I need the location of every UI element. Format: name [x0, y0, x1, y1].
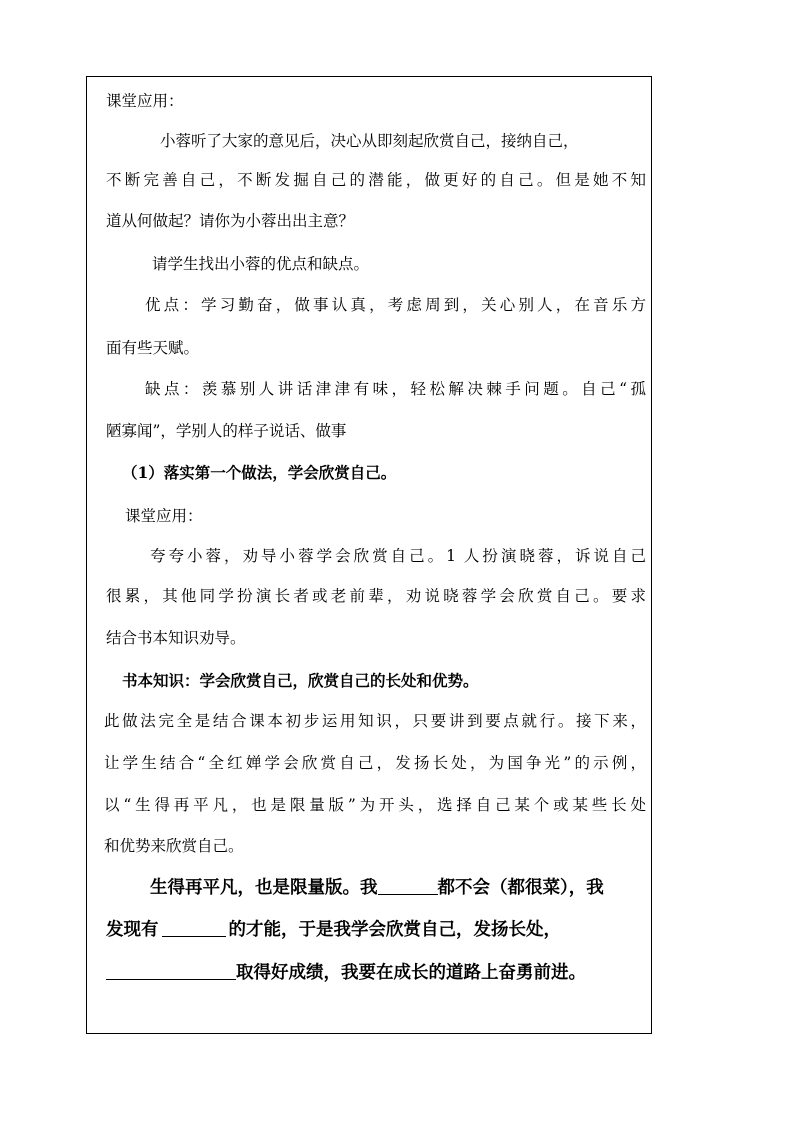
- paragraph-line: 夸夸小蓉，劝导小蓉学会欣赏自己。1 人扮演晓蓉，诉说自己: [150, 547, 646, 565]
- paragraph-line: 优点：学习勤奋，做事认真，考虑周到，关心别人，在音乐方: [145, 296, 646, 314]
- paragraph-line: 此做法完全是结合课本初步运用知识，只要讲到要点就行。接下来，: [104, 712, 646, 730]
- fill-in-line-2: [106, 918, 646, 942]
- paragraph-line: 缺点：羡慕别人讲话津津有味，轻松解决棘手问题。自己“孤: [145, 380, 646, 398]
- paragraph-line: 结合书本知识劝导。: [106, 629, 246, 647]
- paragraph-line: 道从何做起？请你为小蓉出出主意？: [106, 212, 355, 230]
- fill-text: 生得再平凡，也是限量版。我: [150, 878, 378, 898]
- paragraph-line: 很累，其他同学扮演长者或老前辈，劝说晓蓉学会欣赏自己。要求: [106, 587, 646, 605]
- blank-field[interactable]: [106, 963, 236, 980]
- paragraph-line: 陋寡闻”，学别人的样子说话、做事: [106, 422, 347, 440]
- fill-text: 取得好成绩，我要在成长的道路上奋勇前进。: [236, 963, 586, 983]
- fill-in-line-3: [106, 961, 646, 985]
- blank-field[interactable]: [378, 878, 438, 895]
- section-label: 课堂应用：: [125, 507, 203, 525]
- fill-text: 发现有: [106, 920, 159, 940]
- paragraph-line: 面有些天赋。: [106, 339, 200, 357]
- fill-text: 都不会（都很菜），我: [437, 878, 604, 898]
- fill-in-line-1: [150, 876, 646, 900]
- paragraph-line: 不断完善自己，不断发掘自己的潜能，做更好的自己。但是她不知: [106, 171, 646, 189]
- fill-text: 的才能，于是我学会欣赏自己，发扬长处，: [228, 920, 561, 940]
- section-label: 课堂应用：: [106, 92, 184, 110]
- paragraph-line: 请学生找出小蓉的优点和缺点。: [152, 255, 370, 273]
- step-heading: （1）落实第一个做法，学会欣赏自己。: [122, 463, 397, 482]
- blank-field[interactable]: [162, 920, 226, 937]
- knowledge-heading: 书本知识：学会欣赏自己，欣赏自己的长处和优势。: [122, 671, 479, 690]
- paragraph-line: 让学生结合“全红婵学会欣赏自己，发扬长处，为国争光”的示例，: [104, 754, 646, 772]
- paragraph-line: 以“生得再平凡，也是限量版”为开头，选择自己某个或某些长处: [104, 796, 646, 814]
- paragraph-line: 和优势来欣赏自己。: [104, 837, 244, 855]
- paragraph-line: 小蓉听了大家的意见后，决心从即刻起欣赏自己，接纳自己，: [160, 132, 579, 150]
